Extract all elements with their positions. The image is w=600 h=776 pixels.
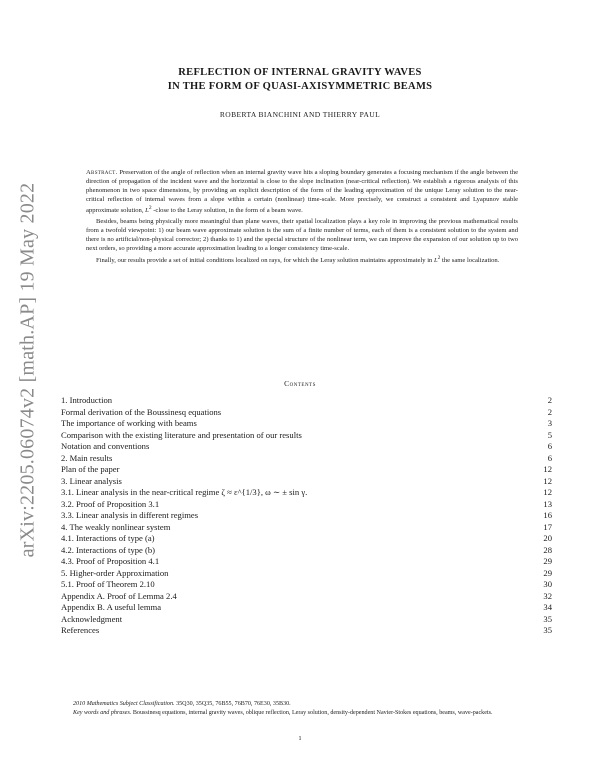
toc-entry[interactable] (61, 522, 552, 534)
msc-label: 2010 Mathematics Subject Classification. (73, 701, 175, 707)
abstract-p3-l: L (433, 257, 438, 265)
toc-entry[interactable] (61, 453, 552, 465)
toc-entry-label: 2. Main results (61, 452, 113, 463)
toc-entry[interactable] (61, 487, 552, 499)
footnotes (61, 700, 552, 718)
toc-entry-label: References (61, 625, 100, 635)
toc-entry-page: 5 (547, 429, 552, 440)
toc-entry-label: 4.1. Interactions of type (a) (61, 533, 155, 543)
toc-entry[interactable] (61, 579, 552, 591)
toc-entry[interactable] (61, 614, 552, 626)
toc-entry-page: 32 (543, 590, 552, 601)
toc-entry[interactable] (61, 602, 552, 614)
toc-entry-label: 5.1. Proof of Theorem 2.10 (61, 579, 155, 589)
footnote-msc (61, 700, 552, 709)
abstract-p1-part1: Preservation of the angle of reflection when an internal gravity wave hits a sloping boundary generates a focusing mechanism if the angle between the direction of propagation of the incident wave and the horizontal is close to the slope inclination (near-critical reflection). We establish a rigorous analysis of this phenomenon in two space dimensions, by providing an explicit description of the form of the leading approximation of the unique Leray solution to the near-critical reflection of internal waves from a slope within a certain (nonlinear) time-scale. More precisely, we construct a consistent and Lyapunov stable approximate solution, (86, 169, 518, 215)
toc-entry-label: Acknowledgment (61, 613, 123, 624)
toc-entry[interactable] (61, 395, 552, 407)
toc-entry-label: 4. The weakly nonlinear system (61, 521, 171, 532)
page-number: 1 (298, 735, 302, 742)
toc-entry-label: The importance of working with beams (61, 418, 197, 428)
toc-entry-label: 3. Linear analysis (61, 475, 122, 486)
toc-entry-label: 5. Higher-order Approximation (61, 567, 169, 578)
toc-entry[interactable] (61, 568, 552, 580)
toc-entry[interactable] (61, 441, 552, 453)
toc-entry[interactable] (61, 625, 552, 637)
toc-entry-page: 12 (543, 487, 552, 497)
table-of-contents (61, 395, 552, 637)
toc-entry-label: Plan of the paper (61, 464, 120, 474)
msc-codes: 35Q30, 35Q35, 76B55, 76B70, 76E30, 35B30. (174, 701, 291, 707)
toc-entry[interactable] (61, 545, 552, 557)
toc-entry-label: Formal derivation of the Boussinesq equations (61, 406, 222, 417)
toc-entry[interactable] (61, 510, 552, 522)
toc-entry-page: 6 (547, 452, 552, 463)
abstract-p3-part1: Finally, our results provide a set of initial conditions localized on rays, for which the Leray solution maintains approximately in (96, 257, 434, 265)
toc-entry[interactable] (61, 430, 552, 442)
toc-entry-page: 12 (543, 475, 552, 486)
footnote-keywords (61, 709, 552, 718)
toc-entry-page: 20 (543, 533, 552, 543)
authors: ROBERTA BIANCHINI AND THIERRY PAUL (219, 110, 381, 119)
toc-entry-label: 4.2. Interactions of type (b) (61, 544, 156, 555)
toc-entry[interactable] (61, 476, 552, 488)
keywords-text: Boussinesq equations, internal gravity waves, oblique reflection, Leray solution, density-dependent Navier-Stokes equations, beams, wave-packets. (131, 709, 493, 716)
contents-heading: Contents (284, 379, 316, 388)
toc-entry-page: 35 (543, 613, 552, 624)
abstract-p3-part2: the same localization. (440, 257, 500, 265)
abstract-p3-sup: 2 (437, 255, 441, 262)
toc-entry[interactable] (61, 556, 552, 568)
toc-entry-page: 34 (543, 602, 552, 612)
abstract-paragraph-3 (86, 254, 518, 265)
toc-entry-page: 2 (547, 395, 552, 405)
toc-entry-page: 16 (543, 510, 552, 520)
paper-title (60, 66, 540, 94)
toc-entry-page: 35 (543, 625, 552, 635)
keywords-label: Key words and phrases. (73, 709, 132, 716)
toc-entry-page: 30 (543, 579, 552, 589)
toc-entry[interactable] (61, 407, 552, 419)
toc-entry-page: 6 (547, 441, 552, 451)
abstract-p1-part2: -close to the Leray solution, in the form of a beam wave. (151, 207, 303, 215)
toc-entry[interactable] (61, 591, 552, 603)
toc-entry-label: 3.3. Linear analysis in different regimes (61, 510, 199, 520)
toc-entry[interactable] (61, 464, 552, 476)
toc-entry[interactable] (61, 418, 552, 430)
arxiv-identifier-text: arXiv:2205.06074v2 [math.AP] 19 May 2022 (16, 182, 39, 558)
toc-entry-label: 3.1. Linear analysis in the near-critical regime ζ ≈ ε^{1/3}, ω ∼ ± sin γ. (61, 487, 308, 497)
abstract (86, 168, 518, 265)
title-line-2: IN THE FORM OF QUASI-AXISYMMETRIC BEAMS (167, 81, 433, 92)
abstract-paragraph-1 (86, 168, 518, 216)
toc-entry-label: Comparison with the existing literature and presentation of our results (61, 429, 302, 440)
toc-entry-page: 17 (543, 521, 552, 532)
toc-entry-page: 29 (543, 567, 552, 578)
toc-entry-page: 12 (543, 464, 552, 474)
toc-entry-label: 4.3. Proof of Proposition 4.1 (61, 556, 160, 566)
title-line-1: REFLECTION OF INTERNAL GRAVITY WAVES (178, 67, 422, 78)
toc-entry[interactable] (61, 499, 552, 511)
toc-entry-page: 3 (547, 418, 552, 428)
arxiv-identifier-stamp (8, 150, 48, 590)
toc-entry-label: 3.2. Proof of Proposition 3.1 (61, 498, 160, 509)
toc-entry-label: Appendix B. A useful lemma (61, 602, 162, 612)
toc-entry-page: 2 (547, 406, 552, 417)
abstract-p1-sup: 2 (148, 205, 152, 212)
toc-entry-page: 29 (543, 556, 552, 566)
toc-entry-page: 13 (543, 498, 552, 509)
abstract-paragraph-2: Besides, beams being physically more meaningful than plane waves, their spatial localization plays a key role in improving the previous mathematical results from a twofold viewpoint: 1) our beam wave approximate solution is the sum of a finite number of terms, each of them is a consistent solution to the system and there is no artificial/non-physical corrector; 2) thanks to 1) and the special structure of the nonlinear term, we can improve the expansion of our solution up to two next orders, so providing a more accurate approximation leading to a longer consistency time-scale. (86, 217, 518, 252)
toc-entry-page: 28 (543, 544, 552, 555)
toc-entry[interactable] (61, 533, 552, 545)
toc-entry-label: Notation and conventions (61, 441, 150, 451)
toc-entry-label: 1. Introduction (61, 395, 113, 405)
abstract-p1-l: L (145, 207, 149, 215)
abstract-label: Abstract. (86, 169, 118, 176)
toc-entry-label: Appendix A. Proof of Lemma 2.4 (61, 590, 177, 601)
